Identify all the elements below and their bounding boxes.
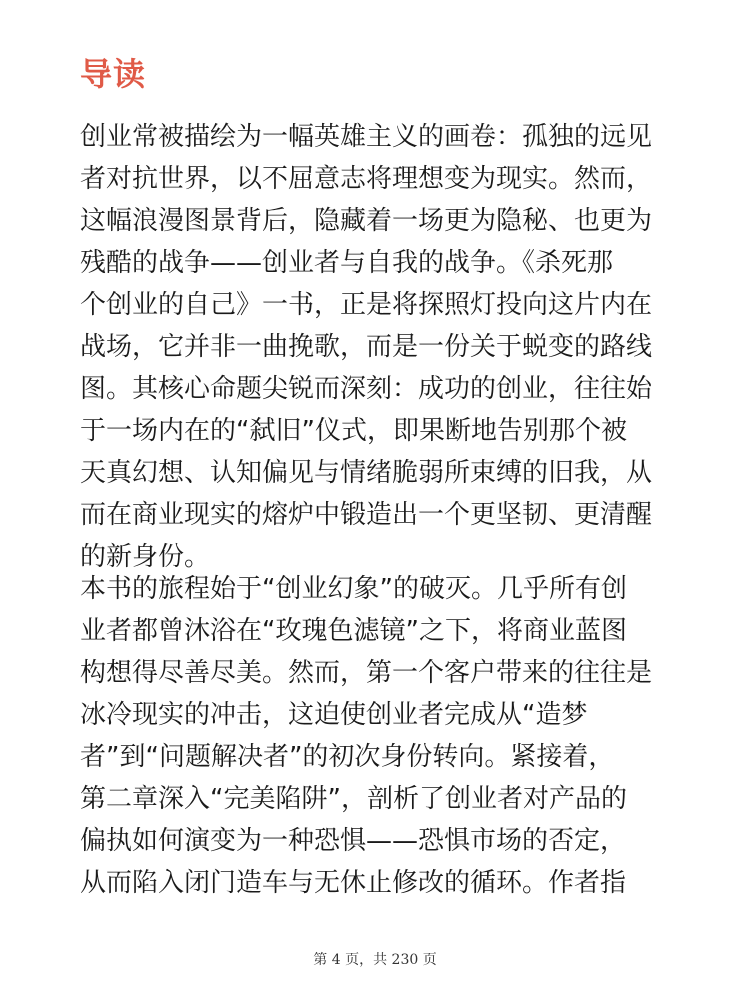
paragraph-2: [80, 568, 652, 904]
text-line: 构想得尽善尽美。然而，第一个客户带来的往往是: [80, 658, 653, 688]
text-line: 冰冷现实的冲击，这迫使创业者完成从“造梦: [80, 700, 588, 730]
text-line: 偏执如何演变为一种恐惧——恐惧市场的否定，: [80, 826, 627, 856]
page-number-footer: 第 4 页，共 230 页: [313, 952, 437, 968]
text-line: 个创业的自己》一书，正是将探照灯投向这片内在: [80, 290, 653, 320]
text-line: 创业常被描绘为一幅英雄主义的画卷：孤独的远见: [80, 122, 653, 152]
text-line: 天真幻想、认知偏见与情绪脆弱所束缚的旧我，从: [80, 458, 653, 488]
text-line: 第二章深入“完美陷阱”，剖析了创业者对产品的: [80, 784, 627, 814]
text-line: 本书的旅程始于“创业幻象”的破灭。几乎所有创: [80, 574, 627, 604]
text-line: 于一场内在的“弑旧”仪式，即果断地告别那个被: [80, 416, 627, 446]
text-line: 者对抗世界，以不屈意志将理想变为现实。然而，: [80, 164, 653, 194]
paragraph-1: [80, 116, 652, 578]
text-line: 这幅浪漫图景背后，隐藏着一场更为隐秘、也更为: [80, 206, 653, 236]
section-heading: 导读: [80, 55, 147, 93]
text-line: 而在商业现实的熔炉中锻造出一个更坚韧、更清醒: [80, 500, 653, 530]
text-line: 战场，它并非一曲挽歌，而是一份关于蜕变的路线: [80, 332, 653, 362]
text-line: 图。其核心命题尖锐而深刻：成功的创业，往往始: [80, 374, 653, 404]
text-line: 的新身份。: [80, 542, 211, 572]
text-line: 残酷的战争——创业者与自我的战争。《杀死那: [80, 248, 614, 278]
text-line: 者”到“问题解决者”的初次身份转向。紧接着，: [80, 742, 615, 772]
text-line: 业者都曾沐浴在“玫瑰色滤镜”之下，将商业蓝图: [80, 616, 627, 646]
text-line: 从而陷入闭门造车与无休止修改的循环。作者指: [80, 868, 627, 898]
